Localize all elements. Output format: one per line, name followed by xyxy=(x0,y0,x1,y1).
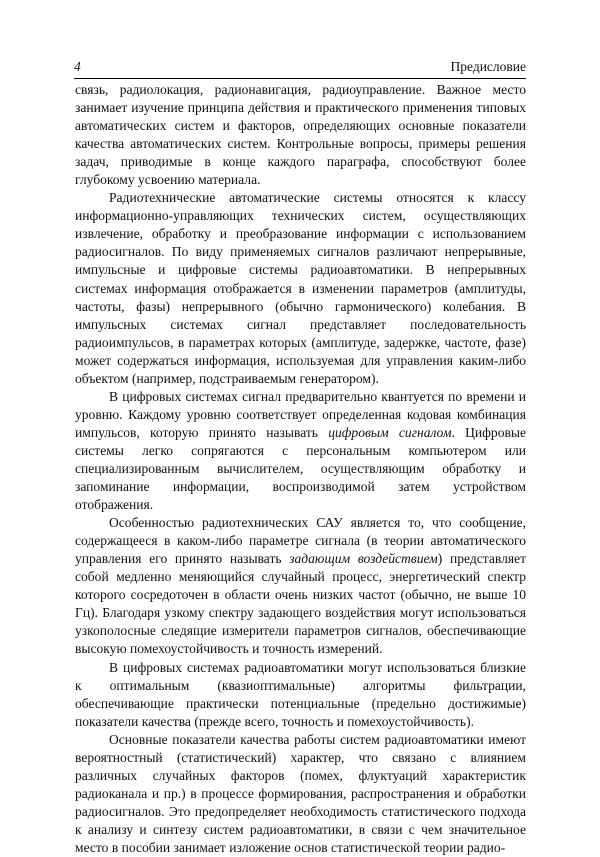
paragraph-4 xyxy=(75,514,526,658)
paragraph-4-text-before: Особенностью радиотехнических САУ является то, что сообщение, содержащееся в каком-либо параметре сигнала (в теории автоматического управления его принято называть xyxy=(75,515,526,567)
paragraph-4-emphasis: задающим воздействием xyxy=(289,551,438,567)
paragraph-4-text-after: ) представляет собой медленно меняющийся случайный процесс, энергетический спектр которого сосредоточен в области очень низких частот (обычно, не выше 10 Гц). Благодаря узкому спектру задающего воздействия могут использоваться узкополосные следящие измерители параметров сигналов, обеспечивающие высокую помехоустойчивость и точность измерений. xyxy=(75,551,526,657)
running-title: Предисловие xyxy=(450,59,526,74)
page-header xyxy=(74,58,526,76)
paragraph-6: Основные показатели качества работы систем радиоавтоматики имеют вероятностный (статистический) характер, что связано с влиянием различных случайных факторов (помех, флуктуаций характеристик радиоканала и пр.) в процессе формирования, распространения и обработки радиосигналов. Это предопределяет необходимость статистического подхода к анализу и синтезу систем радиоавтоматики, в связи с чем значительное место в пособии занимает изложение основ статистической теории радио- xyxy=(75,731,526,855)
body-text xyxy=(75,81,526,857)
paragraph-3-text-before: В цифровых системах сигнал предварительно квантуется по времени и уровню. Каждому уровню соответствует определенная кодовая комбинация импульсов, которую принято называть xyxy=(75,388,526,440)
paragraph-3-emphasis: цифровым сигналом xyxy=(328,424,452,440)
paragraph-2: Радиотехнические автоматические системы относятся к классу информационно-управляющих технических систем, осуществляющих извлечение, обработку и преобразование информации с использованием радиосигналов. По виду применяемых сигналов различают непрерывные, импульсные и цифровые системы радиоавтоматики. В непрерывных системах информация отображается в изменении параметров (амплитуды, частоты, фазы) непрерывного (обычно гармонического) колебания. В импульсных системах сигнал представляет последовательность радиоимпульсов, в параметрах которых (амплитуде, задержке, частоте, фазе) может содержаться информация, используемая для управления каким-либо объектом (например, подстраиваемым генератором). xyxy=(75,190,526,386)
page-number: 4 xyxy=(74,59,81,74)
paragraph-1: связь, радиолокация, радионавигация, радиоуправление. Важное место занимает изучение принципа действия и практического применения типовых автоматических систем и факторов, определяющих основные показатели качества автоматических систем. Контрольные вопросы, примеры решения задач, приводимые в конце каждого параграфа, способствуют более глубокому усвоению материала. xyxy=(75,82,526,188)
paragraph-3-text-after: . Цифровые системы легко сопрягаются с персональным компьютером или специализированным вычислителем, осуществляющим обработку и запоминание информации, воспроизводимой затем устройством отображения. xyxy=(75,424,526,513)
paragraph-5: В цифровых системах радиоавтоматики могут использоваться близкие к оптимальным (квазиоптимальные) алгоритмы фильтрации, обеспечивающие практически потенциальные (предельно достижимые) показатели качества (прежде всего, точность и помехоустойчивость). xyxy=(75,659,526,729)
paragraph-3 xyxy=(75,388,526,514)
header-rule xyxy=(74,78,526,79)
